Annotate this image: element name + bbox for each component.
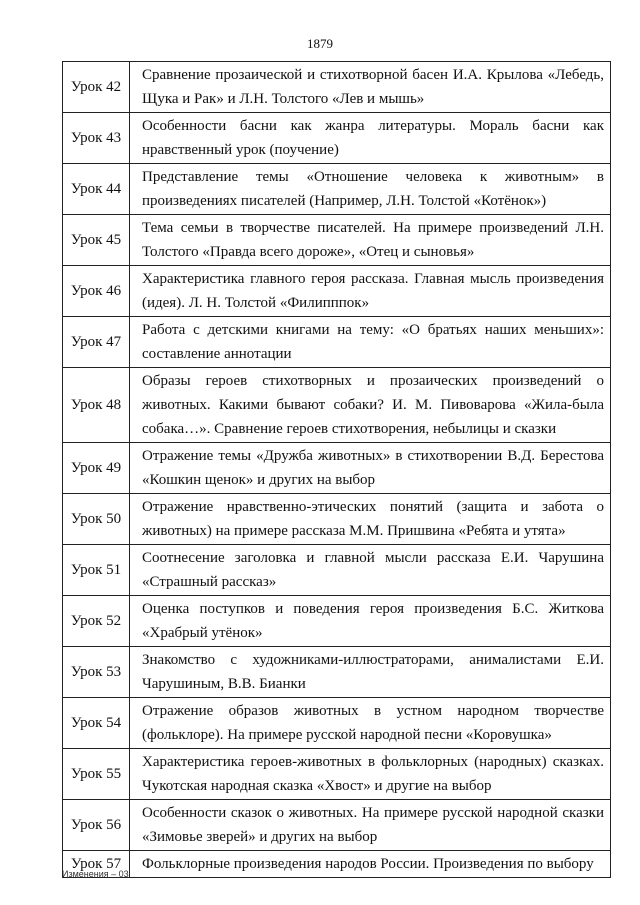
lesson-topic: Образы героев стихотворных и прозаических произведений о животных. Какими бывают собаки? И. М. Пивоварова «Жила-была собака…». Сравнение героев стихотворения, небылицы и сказки (130, 368, 611, 443)
lesson-topic: Особенности сказок о животных. На примере русской народной сказки «Зимовье зверей» и других на выбор (130, 800, 611, 851)
lesson-number: Урок 52 (63, 596, 130, 647)
lesson-topic: Знакомство с художниками-иллюстраторами, анималистами Е.И. Чарушиным, В.В. Бианки (130, 647, 611, 698)
lesson-topic: Характеристика героев-животных в фольклорных (народных) сказках. Чукотская народная сказка «Хвост» и другие на выбор (130, 749, 611, 800)
table-row (63, 164, 611, 215)
table-row (63, 494, 611, 545)
table-row (63, 443, 611, 494)
lesson-number: Урок 51 (63, 545, 130, 596)
lesson-number: Урок 55 (63, 749, 130, 800)
table-row (63, 698, 611, 749)
lesson-number: Урок 53 (63, 647, 130, 698)
table-row (63, 62, 611, 113)
table-row (63, 113, 611, 164)
table-row (63, 851, 611, 878)
lesson-number: Урок 48 (63, 368, 130, 443)
lesson-number: Урок 47 (63, 317, 130, 368)
lesson-number: Урок 45 (63, 215, 130, 266)
lesson-number: Урок 42 (63, 62, 130, 113)
table-row (63, 266, 611, 317)
lesson-number: Урок 46 (63, 266, 130, 317)
page-number: 1879 (307, 36, 333, 51)
lesson-topic: Представление темы «Отношение человека к животным» в произведениях писателей (Например, Л.Н. Толстой «Котёнок») (130, 164, 611, 215)
table-row (63, 596, 611, 647)
lesson-topic: Отражение темы «Дружба животных» в стихотворении В.Д. Берестова «Кошкин щенок» и других на выбор (130, 443, 611, 494)
lesson-table (62, 61, 611, 878)
lesson-number: Урок 49 (63, 443, 130, 494)
table-row (63, 749, 611, 800)
lesson-number: Урок 43 (63, 113, 130, 164)
lesson-topic: Оценка поступков и поведения героя произведения Б.С. Житкова «Храбрый утёнок» (130, 596, 611, 647)
table-row (63, 647, 611, 698)
lesson-number: Урок 50 (63, 494, 130, 545)
table-row (63, 215, 611, 266)
lesson-topic: Соотнесение заголовка и главной мысли рассказа Е.И. Чарушина «Страшный рассказ» (130, 545, 611, 596)
lesson-topic: Тема семьи в творчестве писателей. На примере произведений Л.Н. Толстого «Правда всего дороже», «Отец и сыновья» (130, 215, 611, 266)
lesson-number: Урок 57 (63, 851, 130, 878)
lesson-topic: Характеристика главного героя рассказа. Главная мысль произведения (идея). Л. Н. Толстой «Филипппок» (130, 266, 611, 317)
lesson-topic: Отражение нравственно-этических понятий (защита и забота о животных) на примере рассказа М.М. Пришвина «Ребята и утята» (130, 494, 611, 545)
lesson-topic: Отражение образов животных в устном народном творчестве (фольклоре). На примере русской народной песни «Коровушка» (130, 698, 611, 749)
lesson-topic: Особенности басни как жанра литературы. Мораль басни как нравственный урок (поучение) (130, 113, 611, 164)
table-row (63, 800, 611, 851)
lesson-number: Урок 44 (63, 164, 130, 215)
footer-revision: Изменения – 03 (62, 869, 129, 879)
table-row (63, 545, 611, 596)
lesson-topic: Фольклорные произведения народов России. Произведения по выбору (130, 851, 611, 878)
lesson-number: Урок 54 (63, 698, 130, 749)
lesson-number: Урок 56 (63, 800, 130, 851)
table-row (63, 368, 611, 443)
lesson-topic: Сравнение прозаической и стихотворной басен И.А. Крылова «Лебедь, Щука и Рак» и Л.Н. Толстого «Лев и мышь» (130, 62, 611, 113)
table-row (63, 317, 611, 368)
lesson-topic: Работа с детскими книгами на тему: «О братьях наших меньших»: составление аннотации (130, 317, 611, 368)
